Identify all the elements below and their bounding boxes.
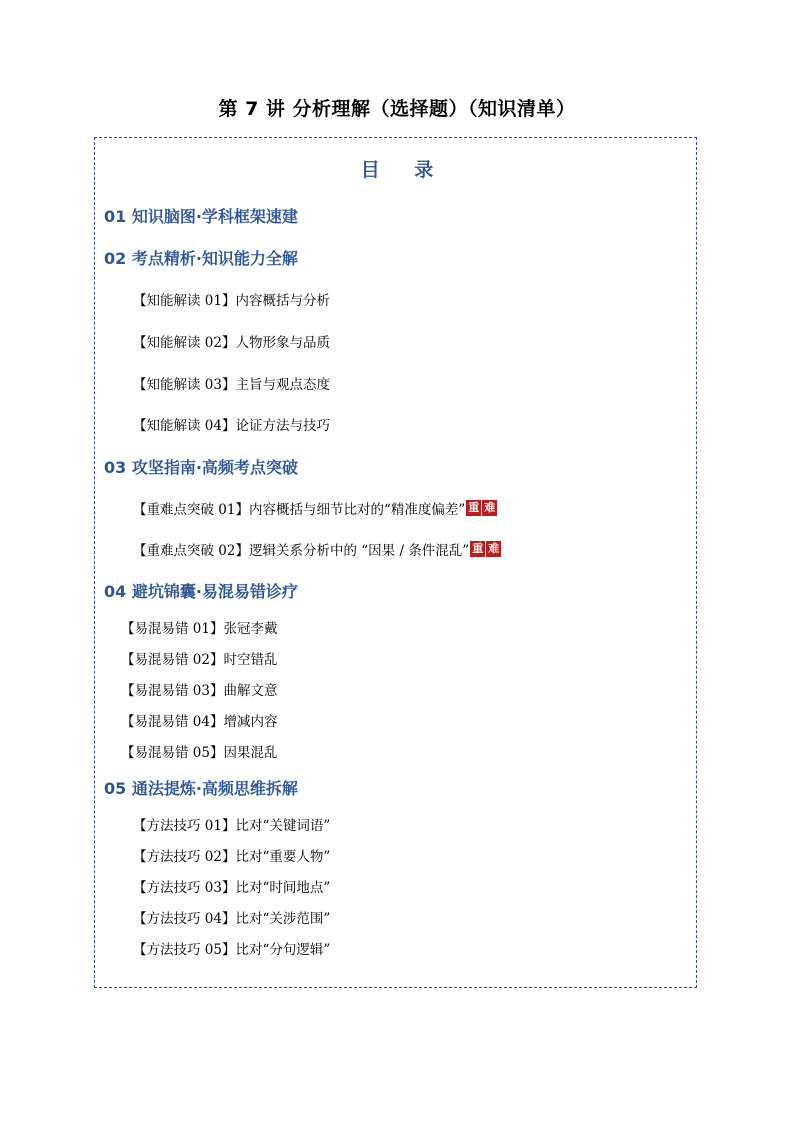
toc-section-3[interactable]: 03 攻坚指南·高频考点突破 [104,458,298,477]
toc-item[interactable]: 【方法技巧 02】比对“重要人物” [133,849,331,865]
toc-item[interactable]: 【方法技巧 01】比对“关键词语” [133,818,331,834]
toc-item-label: 【重难点突破 02】逻辑关系分析中的 “因果 / 条件混乱” [133,543,470,559]
toc-item[interactable]: 【易混易错 03】曲解文意 [121,683,278,699]
toc-item[interactable]: 【知能解读 04】论证方法与技巧 [133,418,330,434]
toc-item[interactable]: 【方法技巧 03】比对“时间地点” [133,880,331,896]
toc-item[interactable]: 【知能解读 03】主旨与观点态度 [133,377,330,393]
toc-item[interactable]: 【知能解读 02】人物形象与品质 [133,335,330,351]
toc-item[interactable]: 【易混易错 02】时空错乱 [121,652,278,668]
toc-item[interactable]: 【知能解读 01】内容概括与分析 [133,293,330,309]
difficult-point-badge: 难 [488,542,500,555]
page-title: 第 7 讲 分析理解（选择题）（知识清单） [218,98,576,120]
key-point-badge: 重 [468,501,480,514]
toc-heading: 目 录 [360,159,448,181]
toc-item[interactable]: 【易混易错 05】因果混乱 [121,745,278,761]
toc-item-label: 【重难点突破 01】内容概括与细节比对的“精准度偏差” [133,502,466,518]
key-point-badge: 重 [472,542,484,555]
toc-item[interactable] [133,498,497,518]
toc-item[interactable]: 【易混易错 04】增减内容 [121,714,278,730]
toc-section-4[interactable]: 04 避坑锦囊·易混易错诊疗 [104,582,298,601]
toc-section-1[interactable]: 01 知识脑图·学科框架速建 [104,207,298,226]
toc-section-5[interactable]: 05 通法提炼·高频思维拆解 [104,779,298,798]
toc-item[interactable]: 【方法技巧 05】比对“分句逻辑” [133,942,331,958]
difficult-point-badge: 难 [484,501,496,514]
toc-item[interactable]: 【方法技巧 04】比对“关涉范围” [133,911,331,927]
toc-section-2[interactable]: 02 考点精析·知识能力全解 [104,249,298,268]
toc-item[interactable]: 【易混易错 01】张冠李戴 [121,621,278,637]
toc-item[interactable] [133,539,501,559]
